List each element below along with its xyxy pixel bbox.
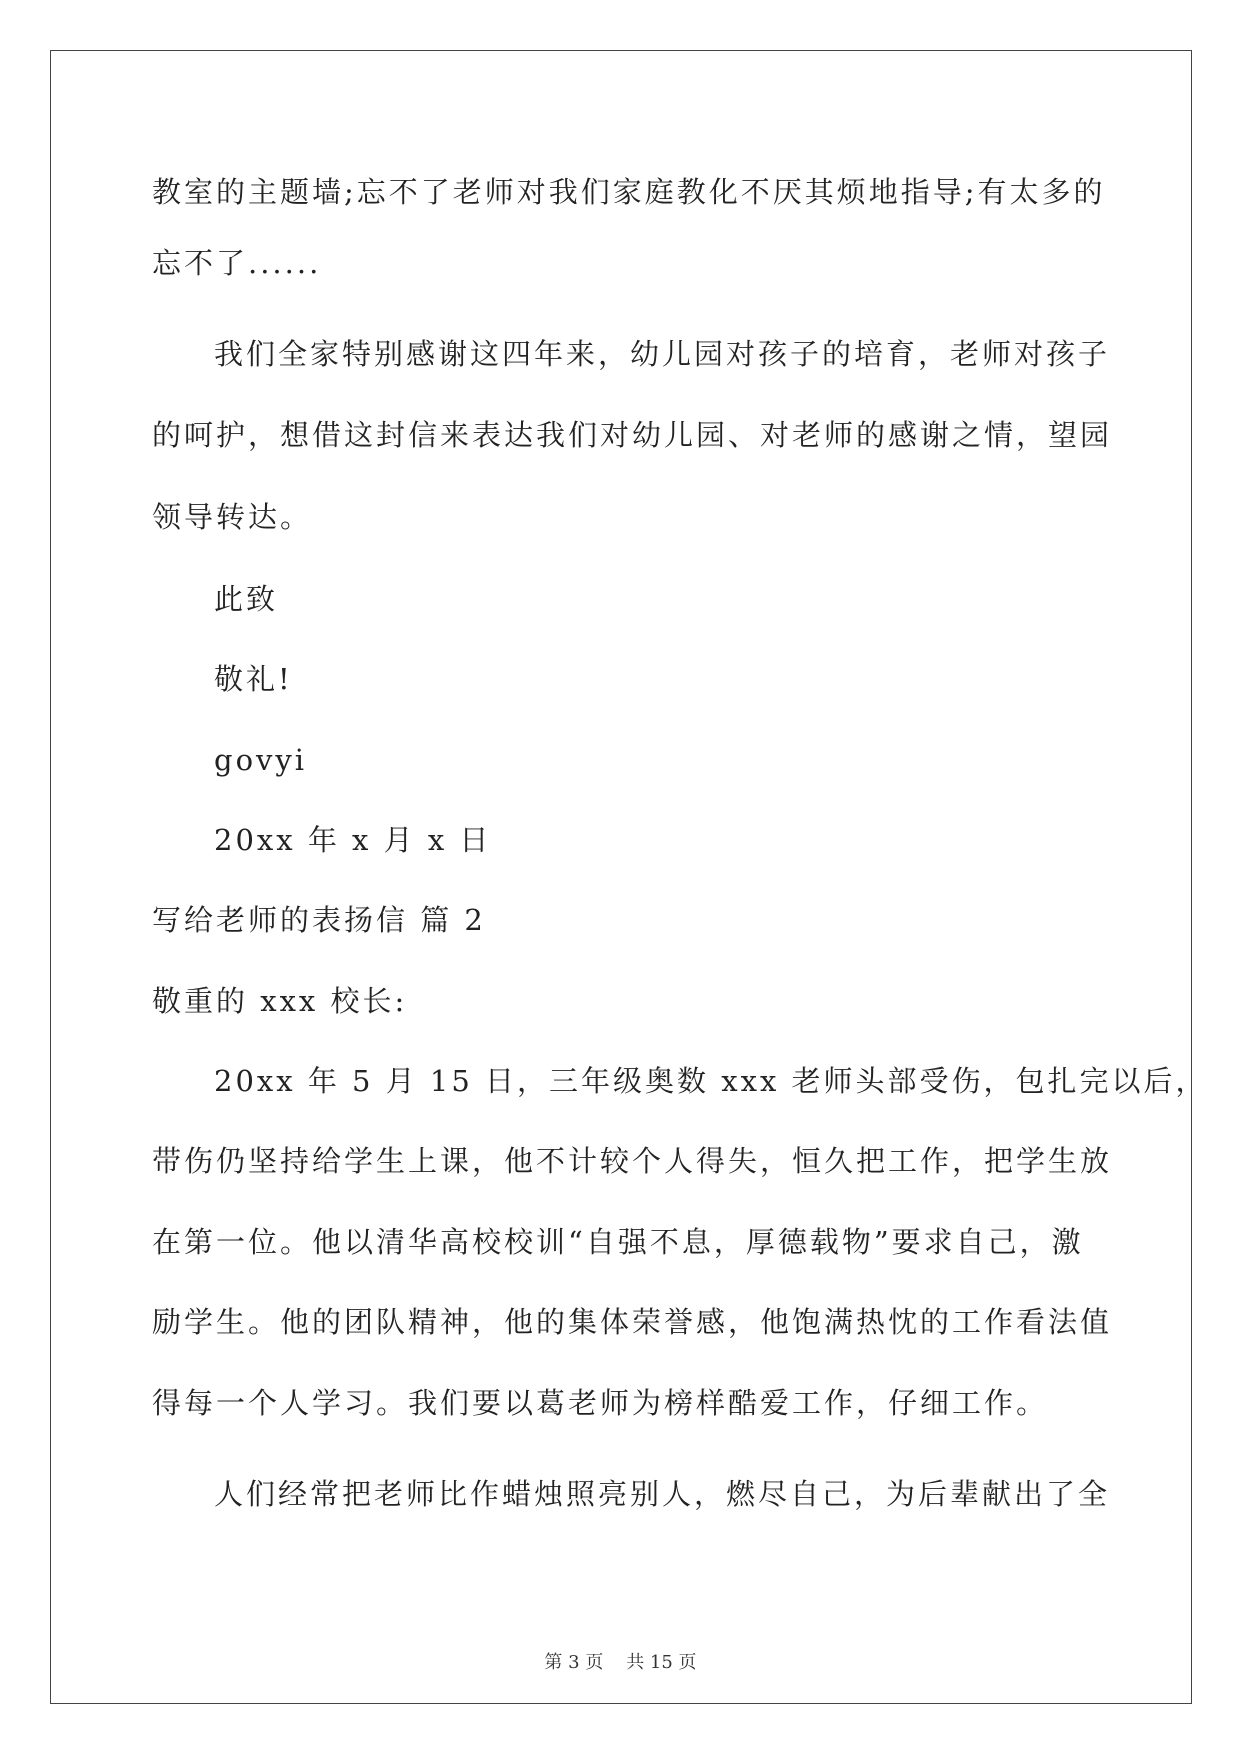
paragraph-start-line: 20xx 年 5 月 15 日，三年级奥数 xxx 老师头部受伤，包扎完以后，	[214, 1064, 1208, 1098]
text-line: 领导转达。	[152, 500, 313, 534]
text-line: 带伤仍坚持给学生上课，他不计较个人得失，恒久把工作，把学生放	[152, 1144, 1113, 1178]
text-line: 忘不了......	[152, 246, 322, 280]
paragraph-start-line: 人们经常把老师比作蜡烛照亮别人，燃尽自己，为后辈献出了全	[214, 1477, 1111, 1511]
salutation-line: 此致	[214, 582, 279, 616]
date-line: 20xx 年 x 月 x 日	[214, 823, 492, 857]
text-line: 教室的主题墙;忘不了老师对我们家庭教化不厌其烦地指导;有太多的	[152, 175, 1106, 209]
page-footer: 第 3 页 共 15 页	[544, 1652, 697, 1673]
text-line: 励学生。他的团队精神，他的集体荣誉感，他饱满热忱的工作看法值	[152, 1305, 1113, 1339]
text-line: 得每一个人学习。我们要以葛老师为榜样酷爱工作，仔细工作。	[152, 1386, 1049, 1420]
closing-line: 敬礼!	[214, 662, 293, 696]
greeting-line: 敬重的 xxx 校长:	[152, 984, 408, 1018]
page-border	[50, 50, 1192, 1704]
paragraph-start-line: 我们全家特别感谢这四年来，幼儿园对孩子的培育，老师对孩子	[214, 337, 1111, 371]
section-heading: 写给老师的表扬信 篇 2	[152, 903, 486, 937]
text-line: 的呵护，想借这封信来表达我们对幼儿园、对老师的感谢之情，望园	[152, 418, 1113, 452]
text-line: 在第一位。他以清华高校校训“自强不息，厚德载物”要求自己，激	[152, 1225, 1084, 1259]
signature-line: govyi	[214, 743, 308, 777]
